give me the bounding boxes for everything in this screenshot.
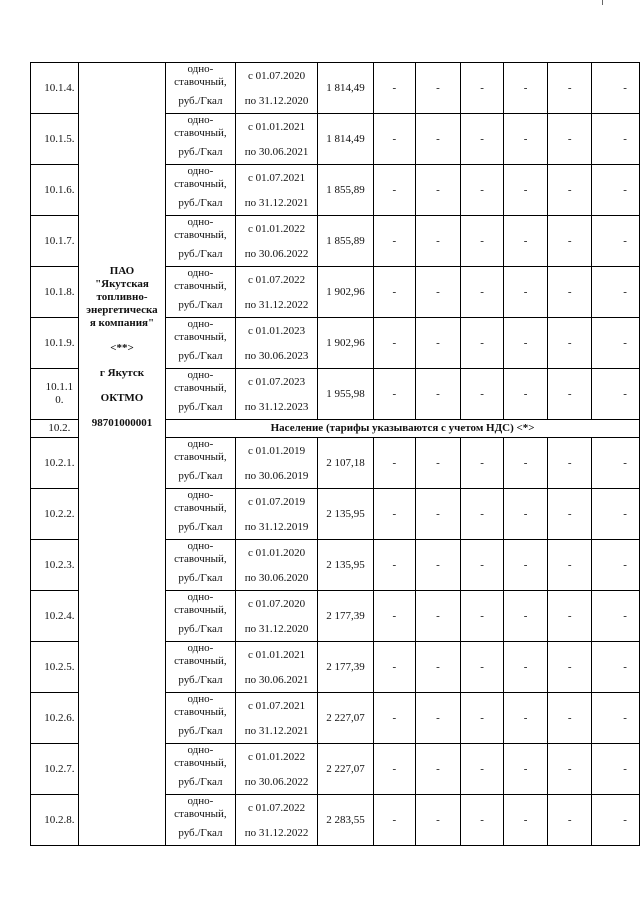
- empty-value-dash: -: [460, 114, 504, 165]
- empty-value-dash: -: [460, 267, 504, 318]
- tariff-unit: руб./Гкал: [166, 89, 235, 114]
- spacer-cell: [592, 165, 611, 192]
- empty-value-dash: -: [460, 693, 504, 744]
- period-to: по 30.06.2022: [235, 770, 318, 795]
- empty-value-dash: -: [547, 63, 592, 114]
- tariff-kind-line1: одно-: [187, 63, 214, 75]
- tariff-kind-line2: ставочный,: [174, 502, 227, 514]
- row-number: 10.2.7.: [31, 744, 79, 795]
- tariff-value: 2 177,39: [318, 591, 373, 642]
- spacer-cell: [592, 216, 611, 243]
- empty-value-dash: -: [416, 642, 461, 693]
- tariff-unit: руб./Гкал: [166, 191, 235, 216]
- spacer-cell: [592, 344, 611, 369]
- row-number: 10.2.4.: [31, 591, 79, 642]
- spacer-cell: [592, 489, 611, 516]
- empty-value-dash: -: [504, 165, 548, 216]
- period-from: с 01.01.2023: [235, 318, 318, 345]
- period-from: с 01.01.2021: [235, 642, 318, 669]
- empty-value-dash: -: [547, 369, 592, 420]
- spacer-cell: [592, 242, 611, 267]
- organization-city: г Якутск: [99, 367, 145, 379]
- empty-value-dash: -: [611, 591, 639, 642]
- tariff-kind-line1: одно-: [187, 165, 214, 177]
- empty-value-dash: -: [416, 114, 461, 165]
- tariff-kind-line2: ставочный,: [174, 604, 227, 616]
- spacer-cell: [592, 591, 611, 618]
- empty-value-dash: -: [611, 216, 639, 267]
- empty-value-dash: -: [504, 693, 548, 744]
- empty-value-dash: -: [416, 591, 461, 642]
- empty-value-dash: -: [373, 369, 416, 420]
- empty-value-dash: -: [504, 489, 548, 540]
- tariff-kind-line2: ставочный,: [174, 451, 227, 463]
- spacer-cell: [592, 744, 611, 771]
- tariff-kind-line2: ставочный,: [174, 757, 227, 769]
- period-to: по 31.12.2020: [235, 617, 318, 642]
- tariff-kind: [166, 318, 235, 345]
- empty-value-dash: -: [504, 795, 548, 846]
- spacer: [79, 380, 165, 392]
- tariff-kind: [166, 165, 235, 192]
- empty-value-dash: -: [460, 642, 504, 693]
- period-to: по 30.06.2022: [235, 242, 318, 267]
- empty-value-dash: -: [373, 744, 416, 795]
- tariff-kind-line1: одно-: [187, 795, 214, 807]
- empty-value-dash: -: [460, 63, 504, 114]
- empty-value-dash: -: [611, 318, 639, 369]
- period-from: с 01.07.2022: [235, 795, 318, 822]
- organization-marker: <**>: [110, 342, 134, 354]
- empty-value-dash: -: [504, 540, 548, 591]
- empty-value-dash: -: [547, 489, 592, 540]
- period-from: с 01.01.2022: [235, 216, 318, 243]
- empty-value-dash: -: [504, 642, 548, 693]
- tariff-value: 1 955,98: [318, 369, 373, 420]
- period-to: по 30.06.2019: [235, 464, 318, 489]
- tariff-value: 1 814,49: [318, 63, 373, 114]
- empty-value-dash: -: [373, 216, 416, 267]
- empty-value-dash: -: [504, 267, 548, 318]
- tariff-value: 2 227,07: [318, 744, 373, 795]
- tariff-kind-line2: ставочный,: [174, 229, 227, 241]
- tariff-value: 2 177,39: [318, 642, 373, 693]
- spacer-cell: [592, 114, 611, 141]
- spacer-cell: [592, 515, 611, 540]
- empty-value-dash: -: [611, 165, 639, 216]
- empty-value-dash: -: [460, 489, 504, 540]
- tariff-value: 2 135,95: [318, 540, 373, 591]
- spacer-cell: [592, 369, 611, 396]
- tariff-kind: [166, 114, 235, 141]
- tariff-kind-line1: одно-: [187, 591, 214, 603]
- page-corner-mark: [602, 0, 603, 5]
- tariff-value: 1 814,49: [318, 114, 373, 165]
- period-from: с 01.01.2022: [235, 744, 318, 771]
- spacer-cell: [592, 566, 611, 591]
- tariff-kind: [166, 693, 235, 720]
- empty-value-dash: -: [504, 63, 548, 114]
- tariff-kind-line2: ставочный,: [174, 655, 227, 667]
- tariff-kind: [166, 540, 235, 567]
- tariff-unit: руб./Гкал: [166, 821, 235, 846]
- tariff-kind-line1: одно-: [187, 369, 214, 381]
- spacer-cell: [592, 617, 611, 642]
- spacer-cell: [592, 719, 611, 744]
- tariff-kind-line1: одно-: [187, 318, 214, 330]
- tariff-kind-line2: ставочный,: [174, 178, 227, 190]
- period-to: по 31.12.2021: [235, 191, 318, 216]
- spacer-cell: [592, 464, 611, 489]
- empty-value-dash: -: [416, 267, 461, 318]
- empty-value-dash: -: [547, 540, 592, 591]
- tariff-kind-line1: одно-: [187, 744, 214, 756]
- tariff-kind-line1: одно-: [187, 540, 214, 552]
- empty-value-dash: -: [611, 114, 639, 165]
- row-number: 10.1.4.: [31, 63, 79, 114]
- empty-value-dash: -: [460, 165, 504, 216]
- empty-value-dash: -: [611, 642, 639, 693]
- tariff-kind: [166, 642, 235, 669]
- row-number: 10.2.5.: [31, 642, 79, 693]
- empty-value-dash: -: [460, 540, 504, 591]
- tariff-unit: руб./Гкал: [166, 770, 235, 795]
- tariff-kind-line2: ставочный,: [174, 280, 227, 292]
- empty-value-dash: -: [547, 267, 592, 318]
- tariff-kind-line1: одно-: [187, 438, 214, 450]
- empty-value-dash: -: [373, 693, 416, 744]
- empty-value-dash: -: [504, 369, 548, 420]
- tariff-kind: [166, 216, 235, 243]
- tariff-unit: руб./Гкал: [166, 617, 235, 642]
- tariff-value: 1 855,89: [318, 216, 373, 267]
- tariff-unit: руб./Гкал: [166, 344, 235, 369]
- empty-value-dash: -: [416, 165, 461, 216]
- tariff-kind-line1: одно-: [187, 489, 214, 501]
- tariff-unit: руб./Гкал: [166, 242, 235, 267]
- empty-value-dash: -: [504, 744, 548, 795]
- period-from: с 01.01.2021: [235, 114, 318, 141]
- period-from: с 01.01.2020: [235, 540, 318, 567]
- tariff-kind-line2: ставочный,: [174, 76, 227, 88]
- row-number: 10.2.8.: [31, 795, 79, 846]
- empty-value-dash: -: [611, 63, 639, 114]
- empty-value-dash: -: [416, 489, 461, 540]
- empty-value-dash: -: [416, 540, 461, 591]
- period-to: по 31.12.2022: [235, 821, 318, 846]
- spacer-cell: [592, 438, 611, 465]
- tariff-kind-line2: ставочный,: [174, 331, 227, 343]
- tariff-table-body: [31, 63, 640, 846]
- empty-value-dash: -: [373, 795, 416, 846]
- tariff-kind: [166, 63, 235, 90]
- spacer-cell: [592, 770, 611, 795]
- empty-value-dash: -: [611, 795, 639, 846]
- row-number: 10.2.3.: [31, 540, 79, 591]
- period-from: с 01.07.2020: [235, 63, 318, 90]
- tariff-kind: [166, 438, 235, 465]
- row-number: 10.1.7.: [31, 216, 79, 267]
- period-to: по 31.12.2023: [235, 395, 318, 420]
- tariff-kind: [166, 795, 235, 822]
- empty-value-dash: -: [547, 795, 592, 846]
- organization-cell: [78, 63, 165, 846]
- empty-value-dash: -: [373, 489, 416, 540]
- tariff-unit: руб./Гкал: [166, 464, 235, 489]
- tariff-unit: руб./Гкал: [166, 140, 235, 165]
- empty-value-dash: -: [373, 540, 416, 591]
- empty-value-dash: -: [373, 165, 416, 216]
- period-to: по 31.12.2022: [235, 293, 318, 318]
- row-number: 10.1.5.: [31, 114, 79, 165]
- tariff-value: 2 135,95: [318, 489, 373, 540]
- empty-value-dash: -: [504, 438, 548, 489]
- row-number: 10.2.2.: [31, 489, 79, 540]
- empty-value-dash: -: [373, 642, 416, 693]
- tariff-value: 1 855,89: [318, 165, 373, 216]
- spacer: [79, 330, 165, 342]
- empty-value-dash: -: [373, 591, 416, 642]
- period-from: с 01.07.2019: [235, 489, 318, 516]
- organization-name-line: энергетическа: [86, 304, 158, 316]
- tariff-unit: руб./Гкал: [166, 566, 235, 591]
- spacer-cell: [592, 318, 611, 345]
- tariff-kind-line2: ставочный,: [174, 706, 227, 718]
- spacer-cell: [592, 267, 611, 294]
- period-from: с 01.07.2022: [235, 267, 318, 294]
- spacer-cell: [592, 795, 611, 822]
- tariff-unit: руб./Гкал: [166, 293, 235, 318]
- empty-value-dash: -: [547, 165, 592, 216]
- organization-name-line: топливно-: [96, 291, 148, 303]
- period-from: с 01.07.2021: [235, 693, 318, 720]
- section-title: Население (тарифы указываются с учетом НДС) <*>: [166, 420, 640, 438]
- period-to: по 30.06.2020: [235, 566, 318, 591]
- empty-value-dash: -: [416, 63, 461, 114]
- table-row: [31, 63, 640, 90]
- section-number: 10.2.: [31, 420, 79, 438]
- tariff-kind: [166, 489, 235, 516]
- empty-value-dash: -: [460, 591, 504, 642]
- empty-value-dash: -: [611, 489, 639, 540]
- spacer-cell: [592, 540, 611, 567]
- spacer-cell: [592, 191, 611, 216]
- spacer-cell: [592, 63, 611, 90]
- tariff-kind-line1: одно-: [187, 642, 214, 654]
- tariff-unit: руб./Гкал: [166, 395, 235, 420]
- row-number: 10.2.1.: [31, 438, 79, 489]
- period-to: по 30.06.2023: [235, 344, 318, 369]
- period-to: по 31.12.2019: [235, 515, 318, 540]
- tariff-unit: руб./Гкал: [166, 515, 235, 540]
- oktmo-label: ОКТМО: [100, 392, 144, 404]
- tariff-kind: [166, 267, 235, 294]
- oktmo-code: 98701000001: [91, 417, 153, 429]
- row-number: 10.1.9.: [31, 318, 79, 369]
- empty-value-dash: -: [416, 216, 461, 267]
- empty-value-dash: -: [460, 369, 504, 420]
- empty-value-dash: -: [547, 642, 592, 693]
- tariff-value: 1 902,96: [318, 318, 373, 369]
- empty-value-dash: -: [547, 216, 592, 267]
- spacer-cell: [592, 293, 611, 318]
- spacer-cell: [592, 668, 611, 693]
- spacer-cell: [592, 89, 611, 114]
- tariff-kind: [166, 369, 235, 396]
- tariff-kind-line1: одно-: [187, 693, 214, 705]
- empty-value-dash: -: [373, 114, 416, 165]
- tariff-kind-line1: одно-: [187, 114, 214, 126]
- organization-name-line: я компания": [89, 317, 155, 329]
- tariff-kind-line2: ставочный,: [174, 382, 227, 394]
- period-to: по 31.12.2021: [235, 719, 318, 744]
- empty-value-dash: -: [547, 591, 592, 642]
- empty-value-dash: -: [611, 540, 639, 591]
- tariff-kind-line1: одно-: [187, 267, 214, 279]
- empty-value-dash: -: [416, 744, 461, 795]
- spacer-cell: [592, 395, 611, 420]
- empty-value-dash: -: [373, 318, 416, 369]
- tariff-kind: [166, 591, 235, 618]
- empty-value-dash: -: [547, 114, 592, 165]
- tariff-kind-line1: одно-: [187, 216, 214, 228]
- tariff-value: 2 283,55: [318, 795, 373, 846]
- tariff-unit: руб./Гкал: [166, 719, 235, 744]
- period-from: с 01.01.2019: [235, 438, 318, 465]
- period-from: с 01.07.2020: [235, 591, 318, 618]
- period-to: по 31.12.2020: [235, 89, 318, 114]
- spacer: [79, 355, 165, 367]
- empty-value-dash: -: [611, 369, 639, 420]
- empty-value-dash: -: [504, 114, 548, 165]
- organization-name-line: ПАО: [109, 265, 135, 277]
- period-to: по 30.06.2021: [235, 668, 318, 693]
- empty-value-dash: -: [416, 438, 461, 489]
- period-from: с 01.07.2021: [235, 165, 318, 192]
- tariff-value: 2 227,07: [318, 693, 373, 744]
- row-number: 10.1.8.: [31, 267, 79, 318]
- empty-value-dash: -: [504, 318, 548, 369]
- spacer-cell: [592, 693, 611, 720]
- empty-value-dash: -: [611, 267, 639, 318]
- tariff-value: 2 107,18: [318, 438, 373, 489]
- spacer-cell: [592, 821, 611, 846]
- spacer-cell: [592, 140, 611, 165]
- empty-value-dash: -: [547, 438, 592, 489]
- period-to: по 30.06.2021: [235, 140, 318, 165]
- period-from: с 01.07.2023: [235, 369, 318, 396]
- tariff-kind-line2: ставочный,: [174, 808, 227, 820]
- empty-value-dash: -: [460, 216, 504, 267]
- tariff-kind-line2: ставочный,: [174, 127, 227, 139]
- empty-value-dash: -: [547, 693, 592, 744]
- empty-value-dash: -: [416, 318, 461, 369]
- empty-value-dash: -: [504, 591, 548, 642]
- empty-value-dash: -: [373, 63, 416, 114]
- tariff-kind-line2: ставочный,: [174, 553, 227, 565]
- empty-value-dash: -: [373, 438, 416, 489]
- empty-value-dash: -: [611, 744, 639, 795]
- tariff-unit: руб./Гкал: [166, 668, 235, 693]
- row-number: 10.1.1 0.: [31, 369, 79, 420]
- empty-value-dash: -: [416, 795, 461, 846]
- empty-value-dash: -: [460, 318, 504, 369]
- empty-value-dash: -: [547, 318, 592, 369]
- spacer: [79, 405, 165, 417]
- tariff-kind: [166, 744, 235, 771]
- row-number: 10.1.6.: [31, 165, 79, 216]
- empty-value-dash: -: [547, 744, 592, 795]
- tariff-value: 1 902,96: [318, 267, 373, 318]
- organization-name-line: "Якутская: [95, 278, 149, 290]
- tariff-table: [30, 62, 640, 846]
- empty-value-dash: -: [611, 693, 639, 744]
- empty-value-dash: -: [611, 438, 639, 489]
- spacer-cell: [592, 642, 611, 669]
- empty-value-dash: -: [373, 267, 416, 318]
- empty-value-dash: -: [504, 216, 548, 267]
- empty-value-dash: -: [416, 693, 461, 744]
- empty-value-dash: -: [460, 438, 504, 489]
- empty-value-dash: -: [416, 369, 461, 420]
- empty-value-dash: -: [460, 744, 504, 795]
- empty-value-dash: -: [460, 795, 504, 846]
- row-number: 10.2.6.: [31, 693, 79, 744]
